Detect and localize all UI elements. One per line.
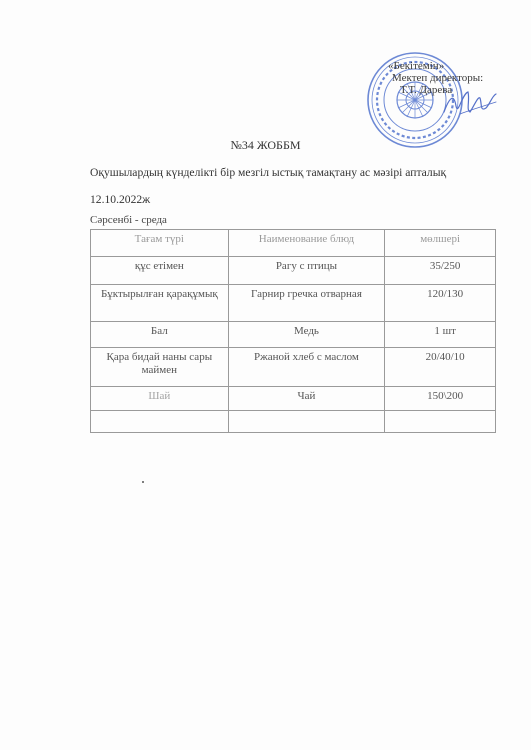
table-row: [91, 257, 496, 285]
table-row: [91, 322, 496, 348]
cell-portion: 35/250: [385, 257, 496, 285]
cell-dish-name: Чай: [228, 387, 385, 411]
approval-line-approve: «Бекітемін»: [388, 60, 445, 72]
cell-portion: 150\200: [385, 387, 496, 411]
approval-line-position: Мектеп директоры:: [392, 72, 484, 84]
menu-table: [90, 229, 496, 433]
cell-dish-type: Бал: [91, 322, 229, 348]
stray-mark: [142, 481, 144, 483]
table-row: [91, 411, 496, 433]
header-dish-name: Наименование блюд: [228, 230, 385, 257]
director-signature: [440, 86, 500, 120]
table-row: [91, 387, 496, 411]
cell-portion: [385, 411, 496, 433]
cell-dish-type: [91, 411, 229, 433]
school-name: №34 ЖОББМ: [230, 138, 301, 152]
cell-dish-name: Гарнир гречка отварная: [228, 285, 385, 322]
header-portion: мөлшері: [385, 230, 496, 257]
cell-dish-name: [228, 411, 385, 433]
table-row: [91, 348, 496, 387]
cell-dish-name: Рагу с птицы: [228, 257, 385, 285]
menu-heading: Оқушылардың күнделікті бір мезгіл ыстық тамақтану ас мәзірі апталық: [90, 166, 447, 179]
cell-dish-name: Медь: [228, 322, 385, 348]
cell-dish-type: Шай: [91, 387, 229, 411]
header-dish-type: Тағам түрі: [91, 230, 229, 257]
approval-line-name: Т.Т. Дарева: [400, 84, 453, 96]
cell-portion: 20/40/10: [385, 348, 496, 387]
cell-dish-type: Қара бидай наны сары маймен: [91, 348, 229, 387]
cell-dish-type: құс етімен: [91, 257, 229, 285]
cell-portion: 120/130: [385, 285, 496, 322]
menu-weekday: Сәрсенбі - среда: [90, 214, 167, 226]
table-header-row: [91, 230, 496, 257]
cell-dish-name: Ржаной хлеб с маслом: [228, 348, 385, 387]
menu-date: 12.10.2022ж: [90, 193, 151, 206]
cell-portion: 1 шт: [385, 322, 496, 348]
table-row: [91, 285, 496, 322]
cell-dish-type: Бұктырылған қарақұмық: [91, 285, 229, 322]
